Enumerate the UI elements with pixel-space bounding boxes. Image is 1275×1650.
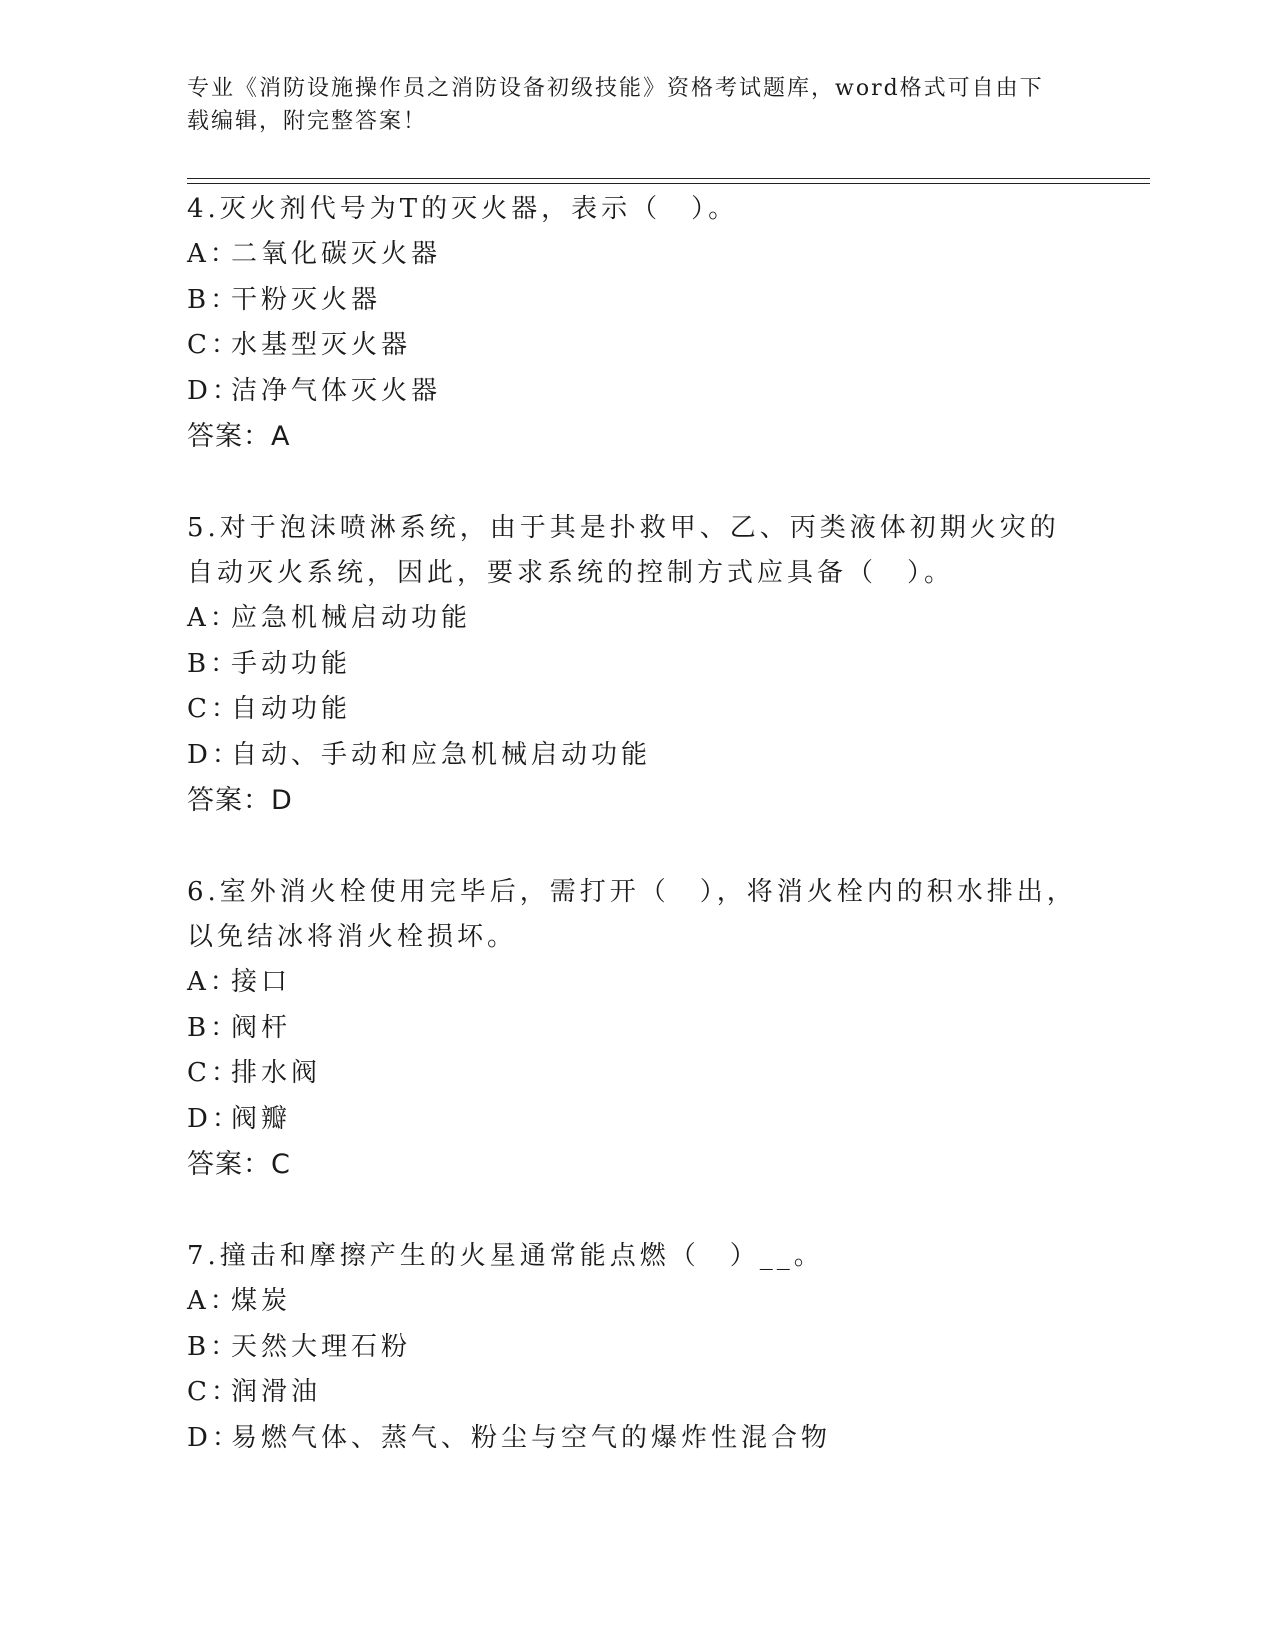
option-b bbox=[187, 1325, 1087, 1371]
option-text: 二氧化碳灭火器 bbox=[231, 239, 442, 269]
option-key: C： bbox=[187, 1377, 241, 1407]
option-key: B： bbox=[187, 284, 241, 315]
option-key: C： bbox=[187, 1058, 241, 1088]
option-key: B： bbox=[187, 1331, 241, 1362]
option-c bbox=[187, 687, 1087, 733]
option-d bbox=[187, 369, 1087, 415]
option-a bbox=[187, 596, 1087, 642]
option-key: D： bbox=[187, 1103, 242, 1134]
option-a bbox=[187, 1279, 1087, 1325]
question-spacer bbox=[187, 460, 1087, 506]
option-text: 天然大理石粉 bbox=[231, 1331, 412, 1362]
option-c bbox=[187, 323, 1087, 369]
question-7 bbox=[187, 1234, 1087, 1461]
question-stem: 4.灭火剂代号为T的灭火器，表示（ ）。 bbox=[187, 194, 739, 224]
document-header: 专业《消防设施操作员之消防设备初级技能》资格考试题库，word格式可自由下载编辑，附完整答案！ bbox=[187, 76, 1044, 134]
option-key: D： bbox=[187, 739, 242, 770]
option-key: D： bbox=[187, 1422, 242, 1453]
option-a bbox=[187, 232, 1087, 278]
question-6 bbox=[187, 870, 1087, 1188]
option-text: 自动功能 bbox=[231, 694, 352, 724]
question-spacer bbox=[187, 1188, 1087, 1234]
option-text: 易燃气体、蒸气、粉尘与空气的爆炸性混合物 bbox=[231, 1422, 832, 1453]
option-text: 应急机械启动功能 bbox=[231, 603, 472, 633]
option-text: 润滑油 bbox=[231, 1377, 322, 1407]
header-divider bbox=[187, 178, 1150, 184]
option-text: 自动、手动和应急机械启动功能 bbox=[231, 739, 652, 770]
option-text: 手动功能 bbox=[231, 648, 352, 679]
option-c bbox=[187, 1051, 1087, 1097]
option-key: B： bbox=[187, 648, 241, 679]
option-b bbox=[187, 1006, 1087, 1052]
option-key: A： bbox=[187, 1286, 240, 1316]
question-stem: 7.撞击和摩擦产生的火星通常能点燃（ ）__。 bbox=[187, 1241, 824, 1271]
option-key: C： bbox=[187, 330, 241, 360]
option-text: 接口 bbox=[231, 967, 292, 997]
option-text: 阀杆 bbox=[231, 1012, 292, 1043]
question-stem: 6.室外消火栓使用完毕后，需打开（ ），将消火栓内的积水排出，以免结冰将消火栓损坏。 bbox=[187, 877, 1077, 952]
option-key: A： bbox=[187, 967, 240, 997]
option-text: 排水阀 bbox=[231, 1058, 322, 1088]
question-list bbox=[187, 187, 1087, 1461]
question-stem: 5.对于泡沫喷淋系统，由于其是扑救甲、乙、丙类液体初期火灾的自动灭火系统，因此，要求系统的控制方式应具备（ ）。 bbox=[187, 513, 1060, 588]
answer-line: 答案：C bbox=[187, 1149, 291, 1180]
answer-line: 答案：D bbox=[187, 785, 293, 816]
option-key: A： bbox=[187, 239, 240, 269]
option-key: C： bbox=[187, 694, 241, 724]
option-b bbox=[187, 642, 1087, 688]
option-key: B： bbox=[187, 1012, 241, 1043]
option-c bbox=[187, 1370, 1087, 1416]
question-5 bbox=[187, 506, 1087, 824]
option-d bbox=[187, 1097, 1087, 1143]
option-text: 干粉灭火器 bbox=[231, 284, 382, 315]
option-key: D： bbox=[187, 375, 242, 406]
question-4 bbox=[187, 187, 1087, 460]
answer-line: 答案：A bbox=[187, 421, 291, 452]
option-text: 洁净气体灭火器 bbox=[231, 375, 442, 406]
option-a bbox=[187, 960, 1087, 1006]
option-d bbox=[187, 733, 1087, 779]
option-text: 阀瓣 bbox=[231, 1103, 292, 1134]
question-spacer bbox=[187, 824, 1087, 870]
option-text: 煤炭 bbox=[231, 1286, 292, 1316]
option-text: 水基型灭火器 bbox=[231, 330, 412, 360]
option-key: A： bbox=[187, 603, 240, 633]
option-d bbox=[187, 1416, 1087, 1462]
option-b bbox=[187, 278, 1087, 324]
